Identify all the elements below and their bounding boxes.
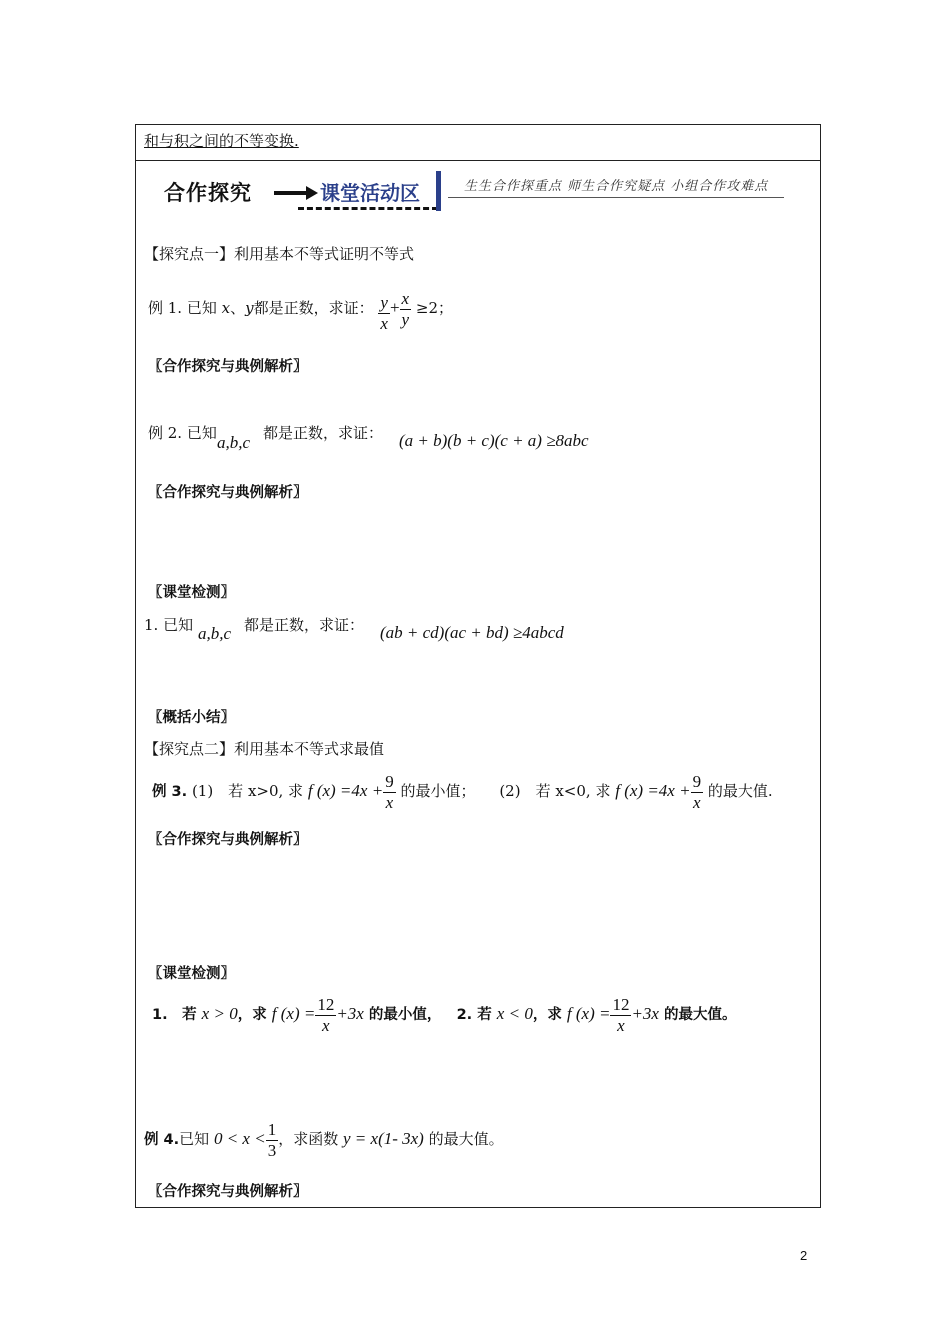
- example-3: [152, 772, 773, 812]
- ex1-plus: +: [389, 298, 400, 318]
- ex3-part1: (1) 若 x>0, 求: [191, 782, 304, 801]
- ex2-vars: a,b,c: [217, 433, 251, 452]
- banner-slogan: 生生合作探重点 师生合作究疑点 小组合作攻难点: [464, 179, 769, 194]
- check2-mid2: ，求: [532, 1007, 562, 1024]
- page-number: 2: [800, 1248, 808, 1263]
- ex1-x: x: [221, 299, 231, 318]
- ex3-part2: (2) 若 x<0, 求: [499, 782, 611, 801]
- ex3-part1-tail: 的最小值；: [400, 782, 476, 801]
- section1-title: 【探究点一】利用基本不等式证明不等式: [144, 245, 415, 263]
- check2-tail1: 的最小值，: [368, 1007, 442, 1024]
- check2-f2: f (x) =: [566, 1004, 611, 1024]
- banner-underline: [448, 197, 784, 198]
- analysis-heading-4: 〖合作探究与典例解析〗: [148, 1184, 308, 1200]
- ex1-y: y: [245, 299, 254, 318]
- check2-f1: f (x) =: [271, 1004, 316, 1024]
- check1-mid: 都是正数，求证：: [244, 616, 365, 634]
- ex3-f2: f (x) =4x +: [615, 781, 691, 801]
- ex4-tail: 的最大值。: [428, 1130, 504, 1149]
- ex4-mid: ，求函数: [278, 1130, 339, 1149]
- ex3-frac-1: $\frac{9}{x}$: [385, 772, 394, 812]
- check1-formula: (ab + cd)(ac + bd) ≥4abcd: [380, 623, 564, 642]
- content-frame: [135, 124, 821, 1208]
- analysis-heading-3: 〖合作探究与典例解析〗: [148, 832, 308, 848]
- check1-prefix: 1. 已知: [144, 616, 194, 634]
- banner-logo: 合作探究: [164, 181, 252, 205]
- check2-plus-2: +3x: [631, 1004, 659, 1024]
- ex3-frac-2: $\frac{9}{x}$: [692, 772, 702, 812]
- analysis-heading-2: 〖合作探究与典例解析〗: [148, 485, 308, 501]
- activity-banner: [164, 169, 804, 217]
- check2-line: [152, 995, 737, 1035]
- check2-tail2: 的最大值。: [664, 1007, 737, 1024]
- analysis-heading-1: 〖合作探究与典例解析〗: [148, 359, 308, 375]
- ex4-prefix: 已知: [179, 1130, 210, 1149]
- example-4: [144, 1120, 504, 1160]
- ex3-f1: f (x) =4x +: [307, 781, 384, 801]
- banner-dashes: [298, 207, 438, 210]
- check1-vars: a,b,c: [198, 624, 232, 643]
- banner-bar: [436, 171, 441, 211]
- ex2-mid: 都是正数，求证：: [263, 424, 384, 442]
- ex1-tail: ≥2；: [415, 299, 453, 318]
- ex4-frac: $\frac{1}{3}$: [267, 1120, 277, 1160]
- ex1-fraction-1: $\frac{y}{x}$: [380, 293, 388, 333]
- ex1-fraction-2: $\frac{x}{y}$: [401, 289, 410, 329]
- check2-p2: 2. 若: [456, 1007, 492, 1024]
- ex4-formula: y = x(1- 3x): [343, 1129, 424, 1149]
- summary-heading: 〖概括小结〗: [148, 710, 235, 726]
- banner-title: 课堂活动区: [320, 181, 420, 205]
- check2-mid1: ，求: [237, 1007, 267, 1024]
- check2-cond1: x > 0: [201, 1004, 238, 1024]
- ex3-label: 例 3.: [152, 784, 188, 801]
- ex3-part2-tail: 的最大值.: [707, 782, 773, 801]
- section2-title: 【探究点二】利用基本不等式求最值: [144, 740, 385, 758]
- example-2: [148, 422, 217, 443]
- arrow-right-icon: [272, 183, 320, 203]
- ex4-label: 例 4.: [144, 1132, 180, 1149]
- ex1-sep: 、: [230, 299, 246, 318]
- check2-p1: 1. 若: [152, 1007, 197, 1024]
- ex1-mid: 都是正数，求证：: [253, 299, 374, 318]
- check-heading-1: 〖课堂检测〗: [148, 585, 235, 601]
- check2-frac-1: $\frac{12}{x}$: [317, 995, 335, 1035]
- check2-plus-1: +3x: [336, 1004, 364, 1024]
- check-heading-2: 〖课堂检测〗: [148, 966, 235, 982]
- top-line: 和与积之间的不等变换.: [144, 132, 299, 150]
- ex2-formula: (a + b)(b + c)(c + a) ≥8abc: [399, 431, 589, 450]
- ex1-prefix: 例 1. 已知: [148, 299, 217, 318]
- ex2-prefix: 例 2. 已知: [148, 424, 217, 442]
- check2-cond2: x < 0: [496, 1004, 533, 1024]
- example-1: [148, 285, 453, 333]
- divider: [136, 160, 820, 161]
- check2-frac-2: $\frac{12}{x}$: [612, 995, 630, 1035]
- ex4-cond: 0 < x <: [213, 1129, 266, 1149]
